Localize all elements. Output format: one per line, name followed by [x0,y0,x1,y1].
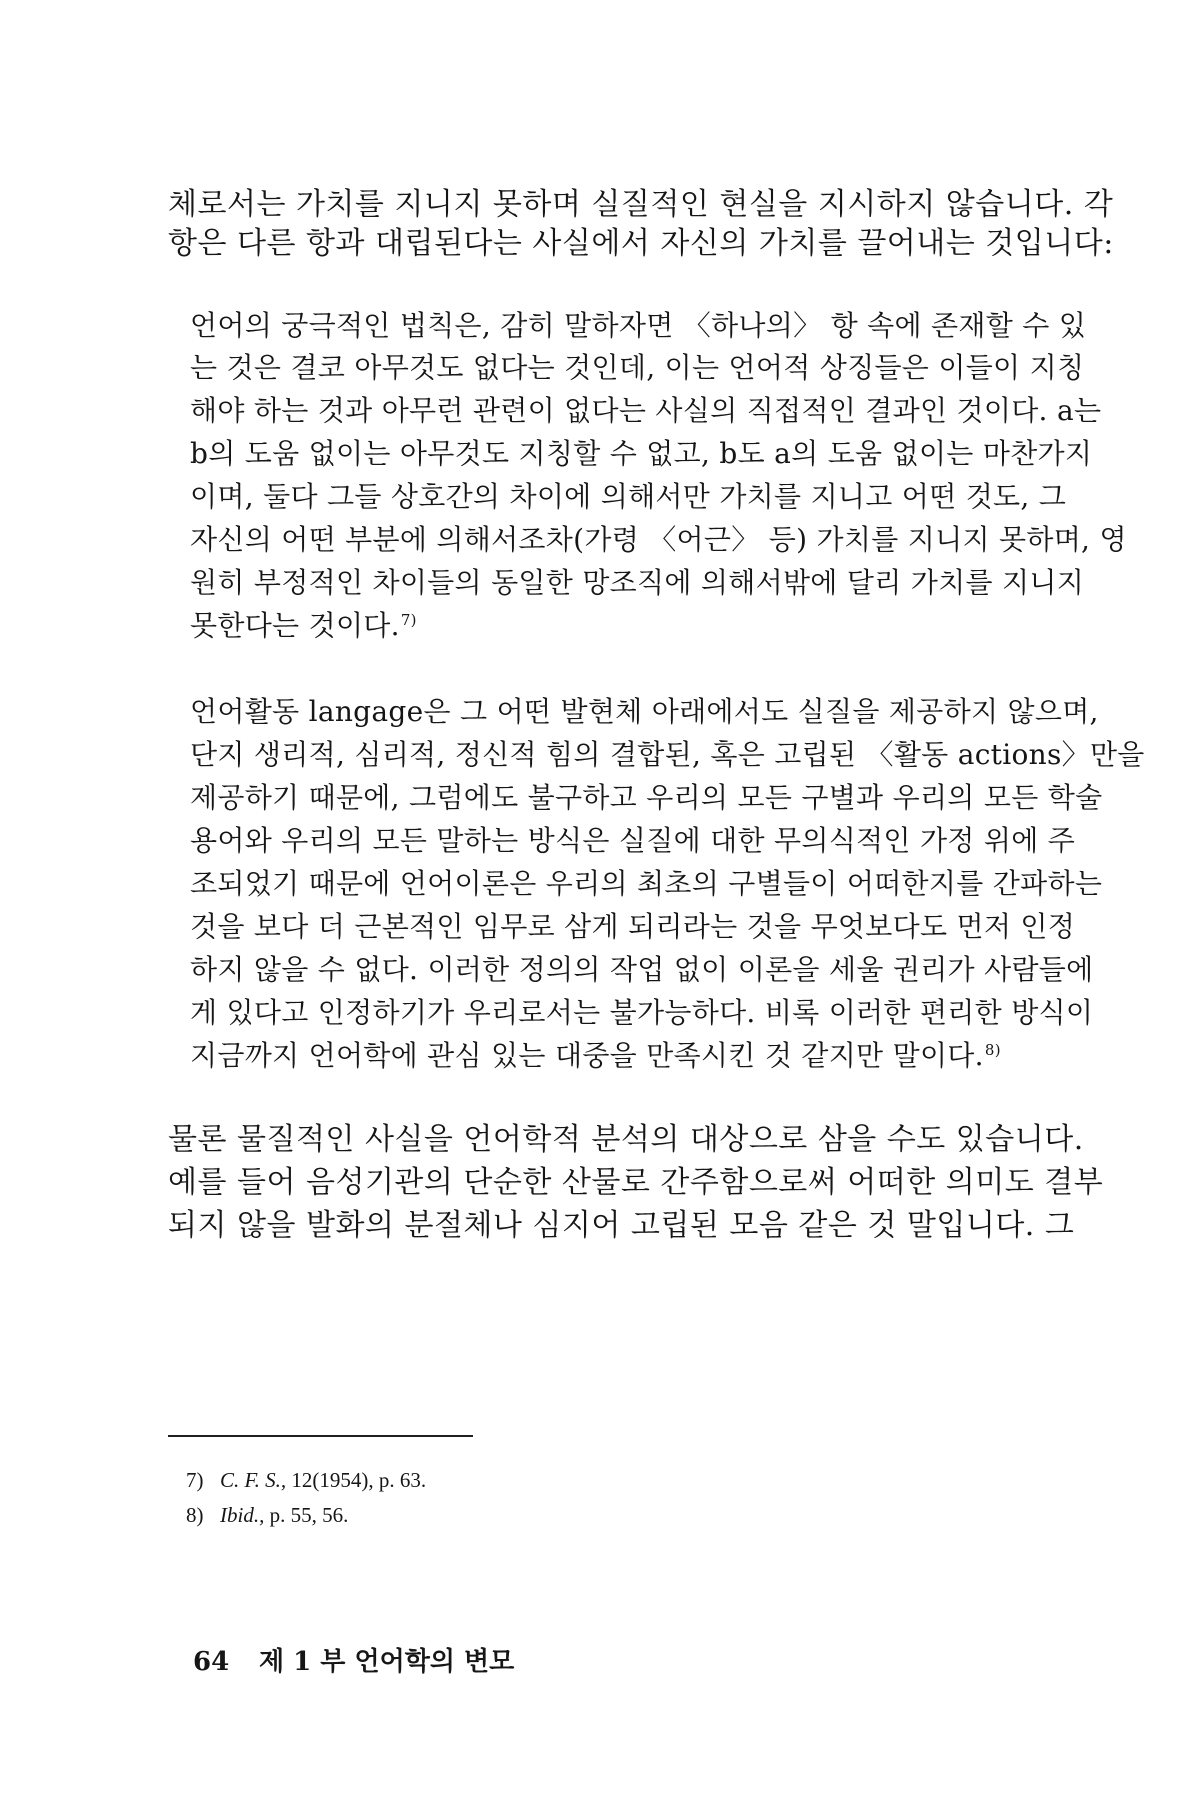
quote-2-line-5: 조되었기 때문에 언어이론은 우리의 최초의 구별들이 어떠한지를 간파하는 [190,867,1103,900]
footnote-7-title: C. F. S., [220,1468,287,1492]
quote-2-line-7: 하지 않을 수 없다. 이러한 정의의 작업 없이 이론을 세울 권리가 사람들에 [190,953,1094,986]
page-number: 64 [193,1647,230,1677]
quote-1-line-3: 해야 하는 것과 아무런 관련이 없다는 사실의 직접적인 결과인 것이다. a는 [190,394,1102,427]
footnote-8-title: Ibid., [220,1503,265,1527]
footnote-ref-8: 8) [984,1040,1001,1059]
quote-1-last-line-text: 못한다는 것이다. [190,609,400,642]
quote-1-line-6: 자신의 어떤 부분에 의해서조차(가령 〈어근〉 등) 가치를 지니지 못하며, 영 [190,523,1127,556]
quote-2-line-6: 것을 보다 더 근본적인 임무로 삼게 되리라는 것을 무엇보다도 먼저 인정 [190,910,1076,943]
closing-paragraph-line-3: 되지 않을 발화의 분절체나 심지어 고립된 모음 같은 것 말입니다. 그 [168,1208,1075,1243]
opening-paragraph-line-1: 체로서는 가치를 지니지 못하며 실질적인 현실을 지시하지 않습니다. 각 [168,187,1114,222]
footnote-7-detail: 12(1954), p. 63. [291,1468,427,1492]
quote-2-line-3: 제공하기 때문에, 그럼에도 불구하고 우리의 모든 구별과 우리의 모든 학술 [190,781,1103,814]
quote-1-last-line [190,604,1040,648]
quote-2-line-1: 언어활동 langage은 그 어떤 발현체 아래에서도 실질을 제공하지 않으며, [190,695,1099,728]
footnote-8-number: 8) [186,1503,204,1527]
quote-1-line-5: 이며, 둘다 그들 상호간의 차이에 의해서만 가치를 지니고 어떤 것도, 그 [190,480,1067,513]
footnote-7 [186,1465,426,1495]
quote-2-last-line [190,1034,1040,1078]
quote-2-line-4: 용어와 우리의 모든 말하는 방식은 실질에 대한 무의식적인 가정 위에 주 [190,824,1076,857]
quote-1-line-2: 는 것은 결코 아무것도 없다는 것인데, 이는 언어적 상징들은 이들이 지칭 [190,351,1085,384]
running-footer-section: 제 1 부 언어학의 변모 [259,1647,515,1677]
quote-1-line-7: 원히 부정적인 차이들의 동일한 망조직에 의해서밖에 달리 가치를 지니지 [190,566,1085,599]
page-footer [193,1646,514,1678]
footnote-8 [186,1500,348,1530]
footnote-divider [168,1435,473,1437]
footnote-ref-7: 7) [400,610,417,629]
quote-2-line-8: 게 있다고 인정하기가 우리로서는 불가능하다. 비록 이러한 편리한 방식이 [190,996,1094,1029]
footnote-8-detail: p. 55, 56. [269,1503,349,1527]
closing-paragraph-line-1: 물론 물질적인 사실을 언어학적 분석의 대상으로 삼을 수도 있습니다. [168,1122,1084,1157]
footnote-7-number: 7) [186,1468,204,1492]
quote-1-line-4: b의 도움 없이는 아무것도 지칭할 수 없고, b도 a의 도움 없이는 마찬가지 [190,437,1093,470]
quote-2-line-2: 단지 생리적, 심리적, 정신적 힘의 결합된, 혹은 고립된 〈활동 actions〉만을 [190,738,1145,771]
quote-1-line-1: 언어의 궁극적인 법칙은, 감히 말하자면 〈하나의〉 항 속에 존재할 수 있 [190,309,1087,342]
opening-paragraph-line-2: 항은 다른 항과 대립된다는 사실에서 자신의 가치를 끌어내는 것입니다: [168,226,1114,261]
quote-2-last-line-text: 지금까지 언어학에 관심 있는 대중을 만족시킨 것 같지만 말이다. [190,1039,984,1072]
closing-paragraph-line-2: 예를 들어 음성기관의 단순한 산물로 간주함으로써 어떠한 의미도 결부 [168,1165,1104,1200]
